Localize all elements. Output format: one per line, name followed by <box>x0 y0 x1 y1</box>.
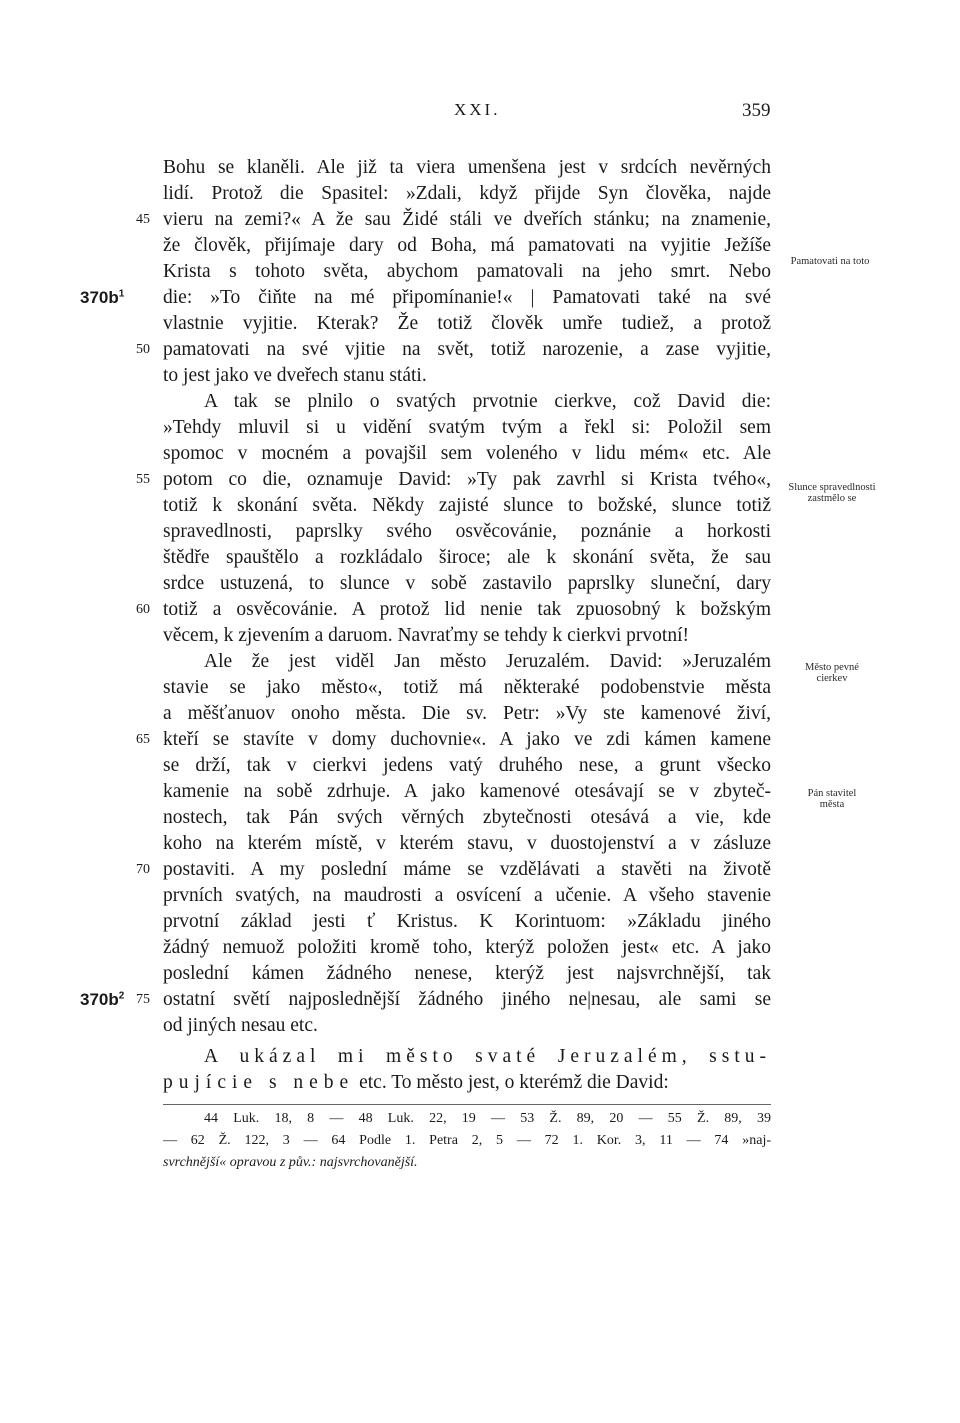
text-line: prvních svatých, na maudrosti a osvícení a učenie. A všeho stavenie <box>163 885 771 906</box>
text-line: ostatní světí najposlednější žádného jiného ne|nesau, ale sami se <box>163 989 771 1010</box>
text-line: se drží, tak v cierkvi jedens vatý druhého nese, a grunt všecko <box>163 755 771 776</box>
text-line: věcem, k zjevením a daruom. Navraťmy se tehdy k cierkvi prvotní! <box>163 625 689 646</box>
line-number: 45 <box>136 212 150 227</box>
text-line: to jest jako ve dveřech stanu státi. <box>163 365 427 386</box>
text-line: žádný nemuož položiti kromě toho, kterýž položen jest« etc. A jako <box>163 937 771 958</box>
text-line: srdce ustuzená, to slunce v sobě zastavilo paprslky sluneční, dary <box>163 573 771 594</box>
text-line: štědře spauštělo a rozkládalo široce; ale k skonání světa, že sau <box>163 547 771 568</box>
text-line: die: »To čiňte na mé připomínanie!« | Pamatovati také na své <box>163 287 771 308</box>
folio-number: 370b <box>80 288 119 307</box>
line-number: 70 <box>136 862 150 877</box>
text-line: poslední kámen žádného nenese, kterýž jest najsvrchnější, tak <box>163 963 771 984</box>
folio-mark <box>80 987 124 1013</box>
text-line: koho na kterém místě, v kterém stavu, v duostojenství a v zásluze <box>163 833 771 854</box>
text-line: vlastnie vyjitie. Kterak? Že totiž člověk umře tudiež, a protož <box>163 313 771 334</box>
footnote-line: svrchnější« opravou z pův.: najsvrchovanější. <box>163 1155 418 1170</box>
next-section-text: etc. To město jest, o kterémž die David: <box>354 1072 669 1093</box>
text-line: pamatovati na své vjitie na svět, totiž narozenie, a zase vyjitie, <box>163 339 771 360</box>
text-line: Krista s tohoto světa, abychom pamatovali na jeho smrt. Nebo <box>163 261 771 282</box>
text-line: spravedlnosti, paprslky svého osvěcovánie, poznánie a horkosti <box>163 521 771 542</box>
text-line: potom co die, oznamuje David: »Ty pak zavrhl si Krista tvého«, <box>163 469 771 490</box>
text-line: kamenie na sobě zdrhuje. A jako kamenové otesávají se v zbyteč- <box>163 781 771 802</box>
text-line: kteří se stavíte v domy duchovnie«. A jako ve zdi kámen kamene <box>163 729 771 750</box>
folio-side: 1 <box>118 288 125 300</box>
page-header <box>0 100 960 128</box>
folio-side: 2 <box>118 990 125 1002</box>
text-line: Bohu se klaněli. Ale již ta viera umenšena jest v srdcích nevěrných <box>163 157 771 178</box>
page-number: 359 <box>742 100 771 121</box>
text-line: »Tehdy mluvil si u vidění svatým tvým a řekl si: Položil sem <box>163 417 771 438</box>
footnote-line: — 62 Ž. 122, 3 — 64 Podle 1. Petra 2, 5 — 72 1. Kor. 3, 11 — 74 »naj- <box>163 1133 771 1148</box>
text-line: spomoc v mocném a povajšil sem voleného v lidu mém« etc. Ale <box>163 443 771 464</box>
line-number: 50 <box>136 342 150 357</box>
text-line: prvotní základ jesti ť Kristus. K Korintuom: »Základu jiného <box>163 911 771 932</box>
text-line: a měšťanuov onoho města. Die sv. Petr: »Vy ste kamenové živí, <box>163 703 771 724</box>
chapter-heading: XXI. <box>454 100 501 119</box>
text-line: od jiných nesau etc. <box>163 1015 318 1036</box>
text-line: že člověk, přijímaje dary od Boha, má pamatovati na vyjitie Ježíše <box>163 235 771 256</box>
folio-number: 370b <box>80 990 119 1009</box>
footnote-divider <box>163 1104 771 1105</box>
line-number: 60 <box>136 602 150 617</box>
line-number: 65 <box>136 732 150 747</box>
line-number: 75 <box>136 992 150 1007</box>
text-line: vieru na zemi?« A že sau Židé stáli ve dveřích stánku; na znamenie, <box>163 209 771 230</box>
text-line: postaviti. A my poslední máme se vzdělávati a stavěti na životě <box>163 859 771 880</box>
spaced-phrase: pujície s nebe <box>163 1072 355 1093</box>
text-line: nostech, tak Pán svých věrných zbytečnosti otesává a vie, kde <box>163 807 771 828</box>
text-line: lidí. Protož die Spasitel: »Zdali, když přijde Syn člověka, najde <box>163 183 771 204</box>
margin-note: Město pevné cierkev <box>805 662 859 684</box>
text-line: A tak se plnilo o svatých prvotnie cierkve, což David die: <box>204 391 771 412</box>
footnote-line: 44 Luk. 18, 8 — 48 Luk. 22, 19 — 53 Ž. 89, 20 — 55 Ž. 89, 39 <box>204 1111 771 1126</box>
margin-note: Pán stavitel města <box>807 788 857 810</box>
folio-mark <box>80 285 124 311</box>
margin-note: Slunce spravedlnosti zastmělo se <box>788 482 876 504</box>
text-line: Ale že jest viděl Jan město Jeruzalém. David: »Jeruzalém <box>204 651 771 672</box>
line-number: 55 <box>136 472 150 487</box>
margin-note: Pamatovati na toto <box>790 256 870 267</box>
next-section-line: A ukázal mi město svaté Jeruzalém, sstu- <box>204 1046 771 1067</box>
text-line: totiž a osvěcovánie. A protož lid nenie tak zpuosobný k božským <box>163 599 771 620</box>
text-line: stavie se jako město«, totiž má některaké podobenstvie města <box>163 677 771 698</box>
text-line: totiž k skonání světa. Někdy zajisté slunce to božské, slunce totiž <box>163 495 771 516</box>
next-section-line <box>163 1070 771 1096</box>
